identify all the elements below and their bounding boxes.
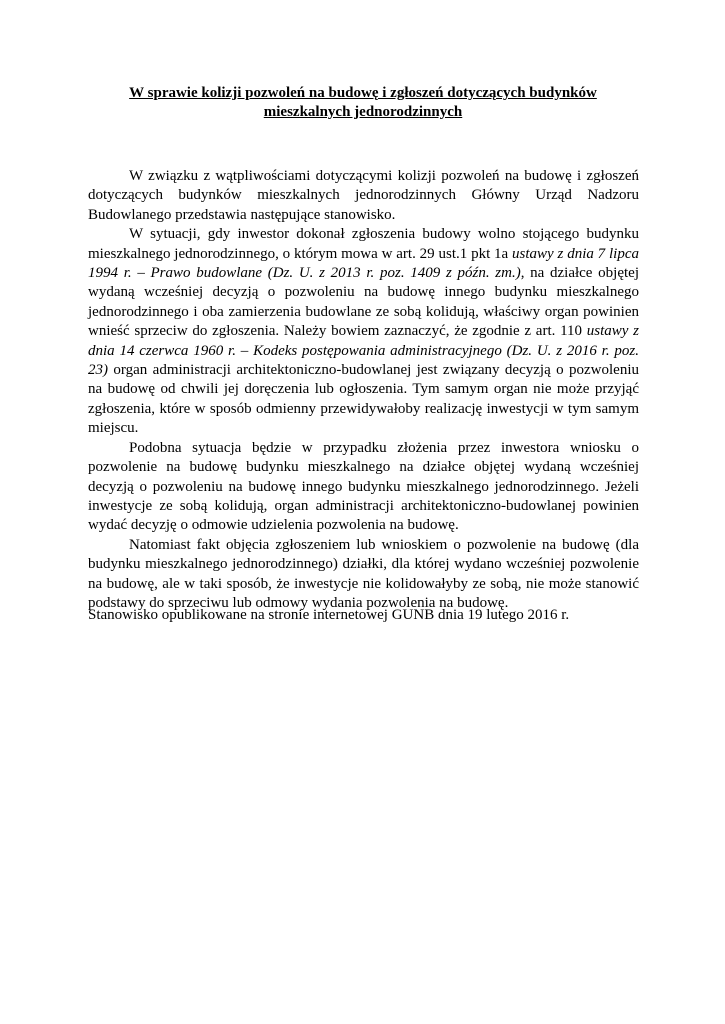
act-citation-building-law: ustawy z dnia 7 lipca 1994 r. – Prawo budowlane (Dz. U. z 2013 r. poz. 1409 z późn. zm.) — [88, 245, 639, 282]
document-body — [88, 167, 639, 613]
document-title: W sprawie kolizji pozwoleń na budowę i zgłoszeń dotyczących budynków mieszkalnych jednorodzinnych — [129, 85, 597, 120]
paragraph-intro: W związku z wątpliwościami dotyczącymi kolizji pozwoleń na budowę i zgłoszeń dotyczących budynków mieszkalnych jednorodzinnych Główny Urząd Nadzoru Budowlanego przedstawia następujące stanowisko. — [88, 168, 639, 223]
paragraph-similar-case: Podobna sytuacja będzie w przypadku złożenia przez inwestora wniosku o pozwolenie na budowę budynku mieszkalnego na działce objętej wydaną wcześniej decyzją o pozwoleniu na budowę innego budynku mieszkalnego jednorodzinnego. Jeżeli inwestycje ze sobą kolidują, organ administracji architektoniczno-budowlanej powinien wydać decyzję o odmowie udzielenia pozwolenia na budowę. — [88, 439, 639, 534]
paragraph-no-conflict: Natomiast fakt objęcia zgłoszeniem lub wnioskiem o pozwolenie na budowę (dla budynku mieszkalnego jednorodzinnego) działki, dla której wydano wcześniej pozwolenie na budowę, ale w taki sposób, że inwestycje nie kolidowałyby ze sobą, nie może stanowić podstawy do sprzeciwu lub odmowy wydania pozwolenia na budowę. — [88, 536, 639, 611]
paragraph-situation-text-1: W sytuacji, gdy inwestor dokonał zgłoszenia budowy wolno stojącego budynku mieszkalnego jednorodzinnego, o którym mowa w art. 29 ust.1 pkt 1a — [88, 226, 639, 262]
paragraph-situation — [88, 225, 639, 438]
publication-note: Stanowisko opublikowane na stronie internetowej GUNB dnia 19 lutego 2016 r. — [88, 607, 570, 623]
act-citation-kpa: ustawy z dnia 14 czerwca 1960 r. – Kodeks postępowania administracyjnego (Dz. U. z 2016 r. poz. 23) — [88, 323, 639, 379]
paragraph-situation-text-2: , na działce objętej wydaną wcześniej decyzją o pozwoleniu na budowę innego budynku mieszkalnego jednorodzinnego i oba zamierzenia budowlane ze sobą kolidują, właściwy organ powinien wnieść sprzeciw do zgłoszenia. Należy bowiem zaznaczyć, że zgodnie z art. 110 — [88, 265, 639, 340]
paragraph-situation-text-3: organ administracji architektoniczno-budowlanej jest związany decyzją o pozwoleniu na budowę od chwili jej doręczenia lub ogłoszenia. Tym samym organ nie może przyjąć zgłoszenia, które w sposób odmienny przewidywałoby realizację inwestycji w tym samym miejscu. — [88, 362, 639, 437]
